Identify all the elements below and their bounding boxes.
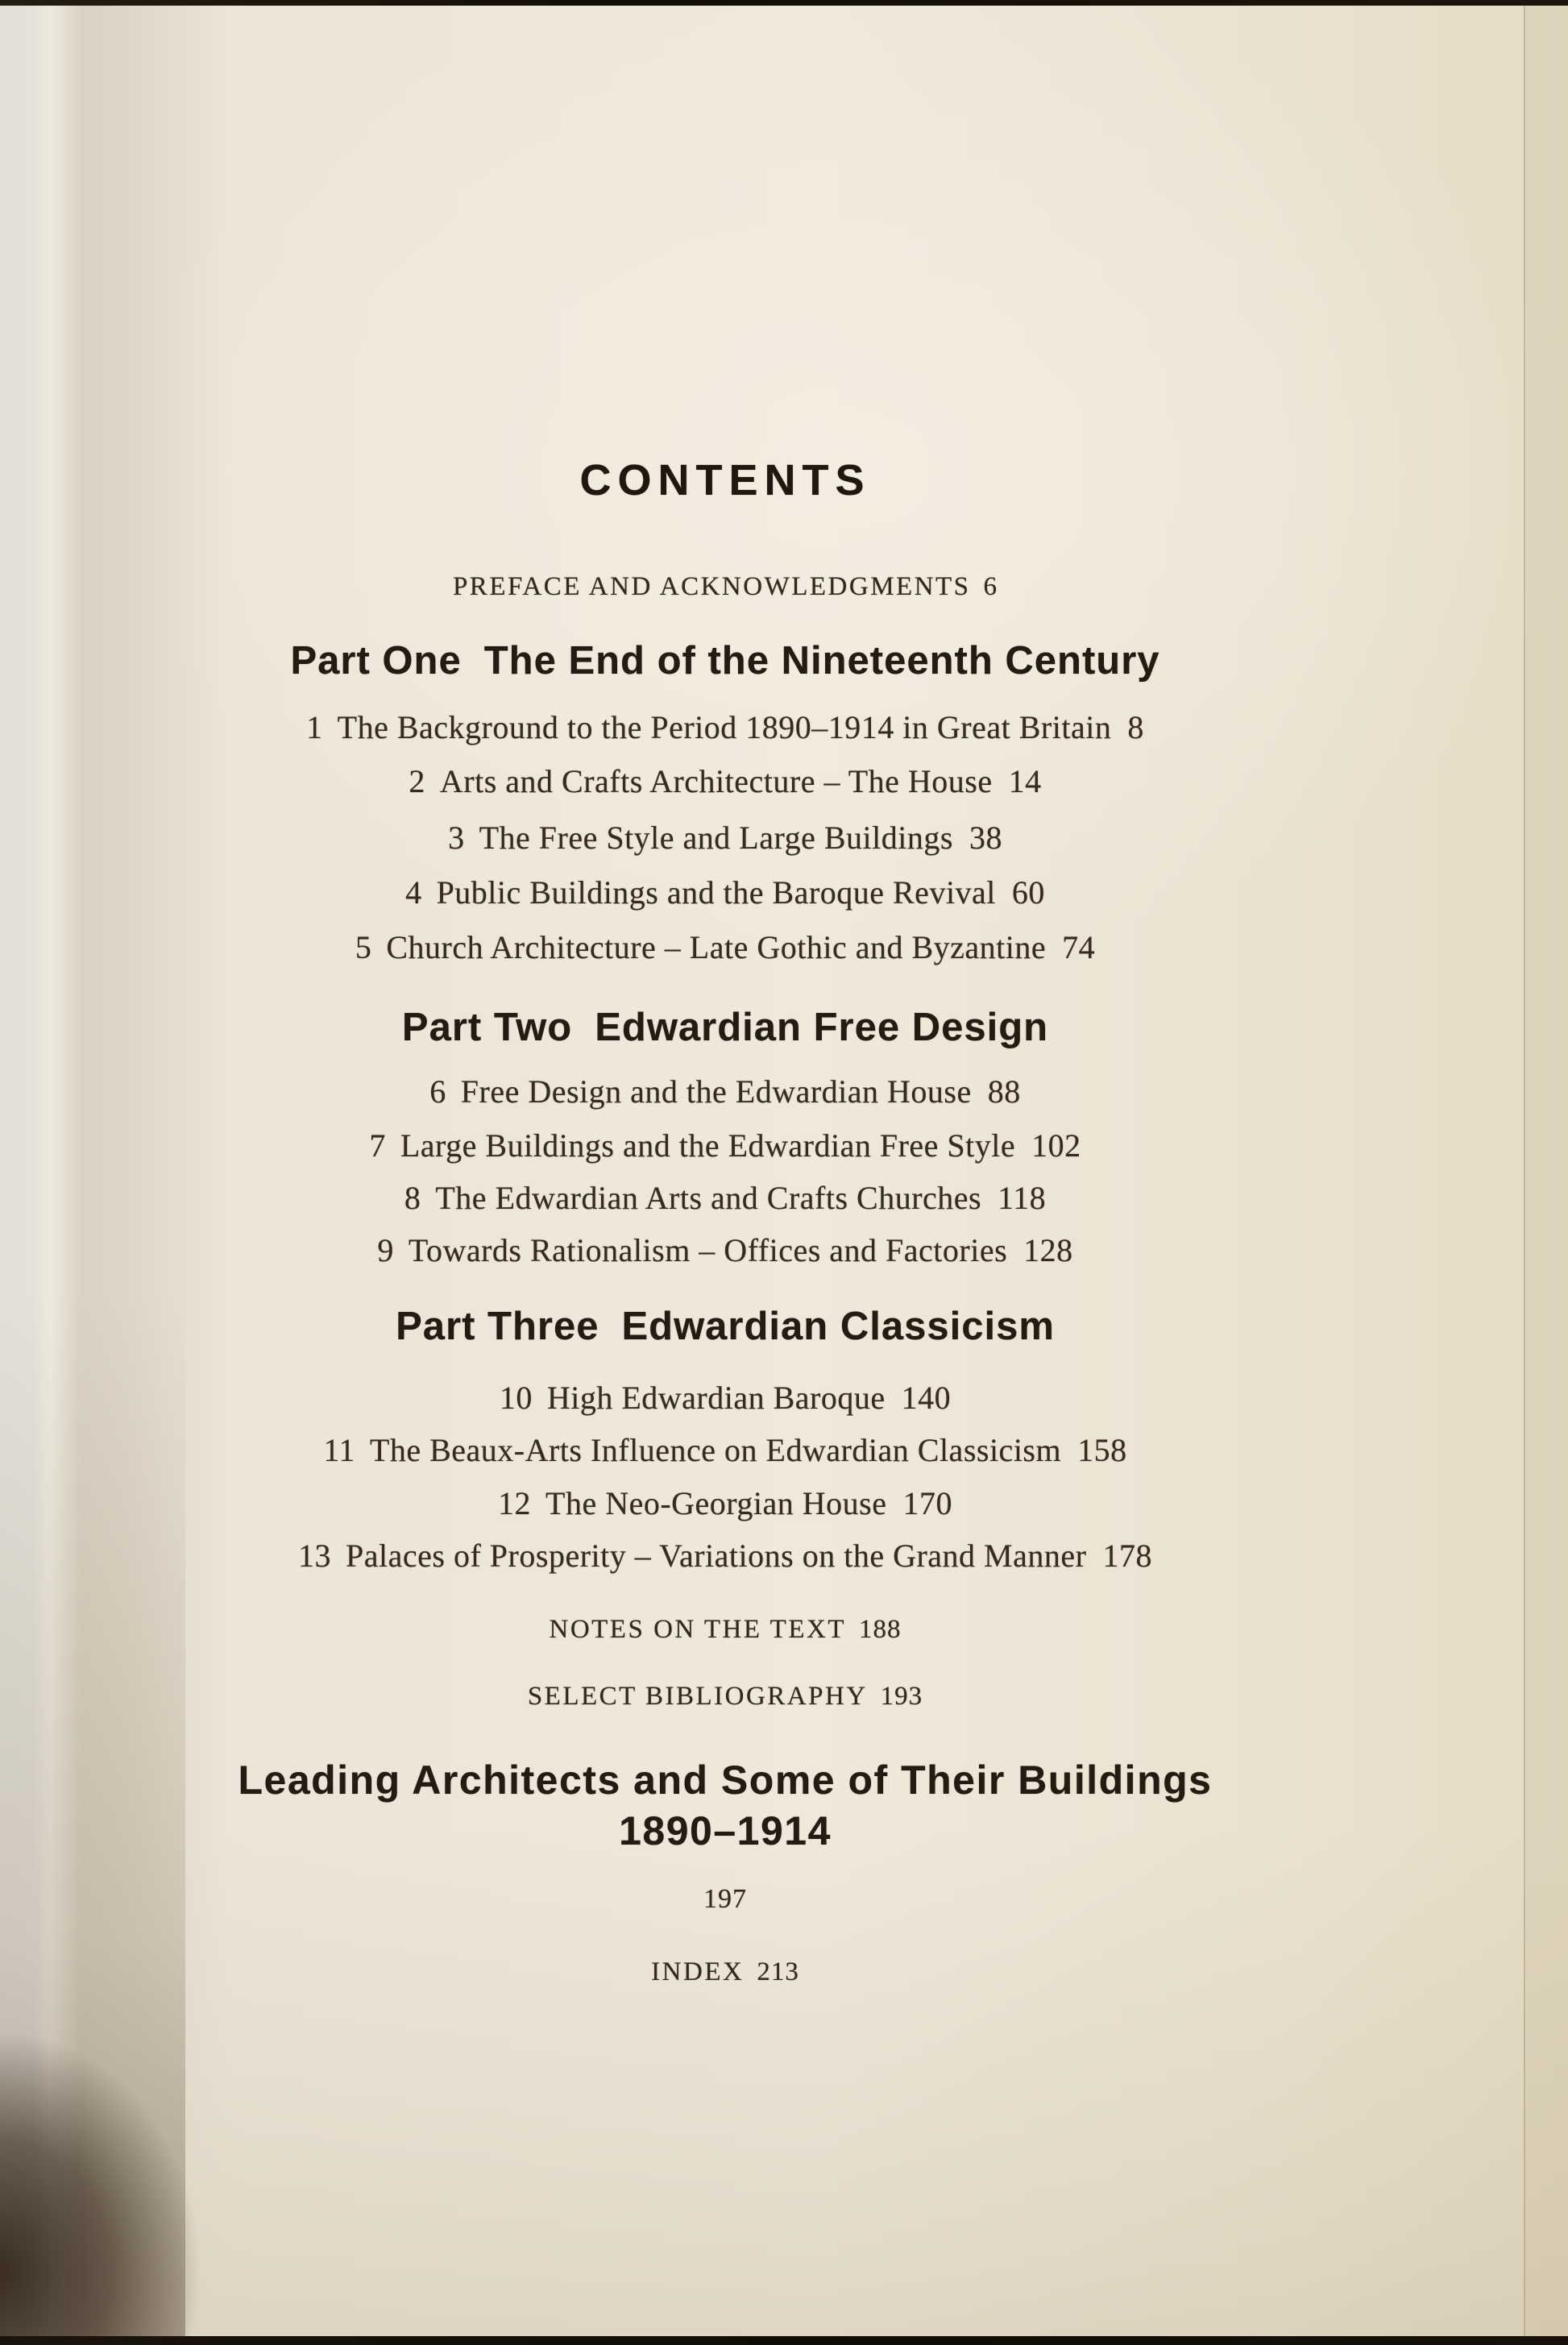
bibliography-page-number: 193: [880, 1682, 923, 1711]
chapter-page-number: 88: [987, 1073, 1021, 1110]
chapter-page-number: 60: [1011, 874, 1045, 911]
chapter-entry-13: [0, 1537, 1450, 1575]
chapter-title: Public Buildings and the Baroque Revival: [436, 874, 996, 911]
part-one-title: The End of the Nineteenth Century: [483, 639, 1160, 683]
part-two-label: Part Two: [401, 1006, 573, 1049]
photo-bottom-edge: [0, 2336, 1568, 2345]
chapter-title: Large Buildings and the Edwardian Free Style: [400, 1127, 1016, 1164]
index-entry: [0, 1956, 1450, 1988]
chapter-page-number: 170: [902, 1485, 952, 1521]
chapter-number: 2: [409, 763, 425, 799]
chapter-page-number: 158: [1077, 1432, 1127, 1468]
index-page-number: 213: [757, 1957, 799, 1986]
chapter-entry-10: [0, 1379, 1450, 1417]
part-two-heading: [0, 1004, 1450, 1051]
chapter-entry-1: [0, 708, 1450, 747]
chapter-page-number: 74: [1062, 929, 1096, 965]
chapter-entry-6: [0, 1073, 1450, 1111]
part-three-heading: [0, 1303, 1450, 1350]
chapter-page-number: 140: [901, 1380, 952, 1416]
chapter-entry-11: [0, 1431, 1450, 1470]
preface-page-number: 6: [983, 572, 998, 601]
chapter-entry-5: [0, 928, 1450, 967]
bibliography-label: SELECT BIBLIOGRAPHY: [527, 1682, 868, 1711]
chapter-page-number: 102: [1031, 1127, 1081, 1164]
chapter-entry-12: [0, 1484, 1450, 1523]
leading-architects-heading-line2: 1890–1914: [619, 1808, 832, 1853]
page-title: CONTENTS: [579, 456, 871, 504]
chapter-number: 13: [298, 1538, 332, 1574]
chapter-entry-3: [0, 819, 1450, 857]
chapter-page-number: 128: [1023, 1232, 1073, 1268]
chapter-entry-4: [0, 874, 1450, 912]
chapter-title: The Background to the Period 1890–1914 in Great Britain: [337, 709, 1112, 745]
preface-entry: [0, 571, 1450, 603]
part-two-title: Edwardian Free Design: [595, 1006, 1049, 1049]
chapter-title: The Free Style and Large Buildings: [479, 820, 953, 856]
chapter-title: High Edwardian Baroque: [546, 1380, 886, 1416]
chapter-title: Palaces of Prosperity – Variations on the Grand Manner: [346, 1538, 1087, 1574]
chapter-title: Church Architecture – Late Gothic and Byzantine: [386, 929, 1047, 965]
chapter-number: 7: [369, 1127, 386, 1164]
chapter-number: 10: [499, 1380, 533, 1416]
chapter-title: The Neo-Georgian House: [545, 1485, 887, 1521]
chapter-entry-9: [0, 1231, 1450, 1270]
leading-architects-page-number: 197: [703, 1884, 747, 1914]
photo-top-edge: [0, 0, 1568, 6]
chapter-number: 9: [377, 1232, 394, 1268]
page-right-edge: [1524, 0, 1568, 2345]
chapter-page-number: 14: [1008, 763, 1042, 799]
chapter-title: The Beaux-Arts Influence on Edwardian Classicism: [369, 1432, 1062, 1468]
chapter-number: 8: [404, 1180, 421, 1216]
chapter-number: 11: [323, 1432, 355, 1468]
chapter-entry-2: [0, 762, 1450, 801]
chapter-page-number: 8: [1127, 709, 1144, 745]
chapter-entry-8: [0, 1179, 1450, 1218]
notes-page-number: 188: [859, 1615, 902, 1644]
chapter-page-number: 178: [1102, 1538, 1152, 1574]
chapter-number: 5: [355, 929, 372, 965]
part-three-title: Edwardian Classicism: [621, 1305, 1055, 1348]
chapter-number: 1: [306, 709, 323, 745]
part-one-label: Part One: [290, 639, 462, 683]
chapter-number: 3: [448, 820, 465, 856]
chapter-number: 4: [405, 874, 422, 911]
chapter-page-number: 118: [998, 1180, 1047, 1216]
leading-architects-heading-line1: Leading Architects and Some of Their Buildings: [238, 1758, 1213, 1803]
chapter-title: Arts and Crafts Architecture – The House: [439, 763, 993, 799]
chapter-number: 6: [429, 1073, 446, 1110]
notes-label: NOTES ON THE TEXT: [549, 1615, 846, 1644]
chapter-entry-7: [0, 1127, 1450, 1165]
chapter-title: The Edwardian Arts and Crafts Churches: [435, 1180, 982, 1216]
part-one-heading: [0, 637, 1450, 684]
bibliography-entry: [0, 1680, 1450, 1712]
chapter-title: Towards Rationalism – Offices and Factories: [408, 1232, 1008, 1268]
chapter-page-number: 38: [969, 820, 1002, 856]
part-three-label: Part Three: [396, 1305, 599, 1348]
notes-entry: [0, 1613, 1450, 1646]
chapter-title: Free Design and the Edwardian House: [460, 1073, 972, 1110]
preface-label: PREFACE AND ACKNOWLEDGMENTS: [452, 572, 971, 601]
chapter-number: 12: [498, 1485, 532, 1521]
index-label: INDEX: [651, 1957, 745, 1986]
